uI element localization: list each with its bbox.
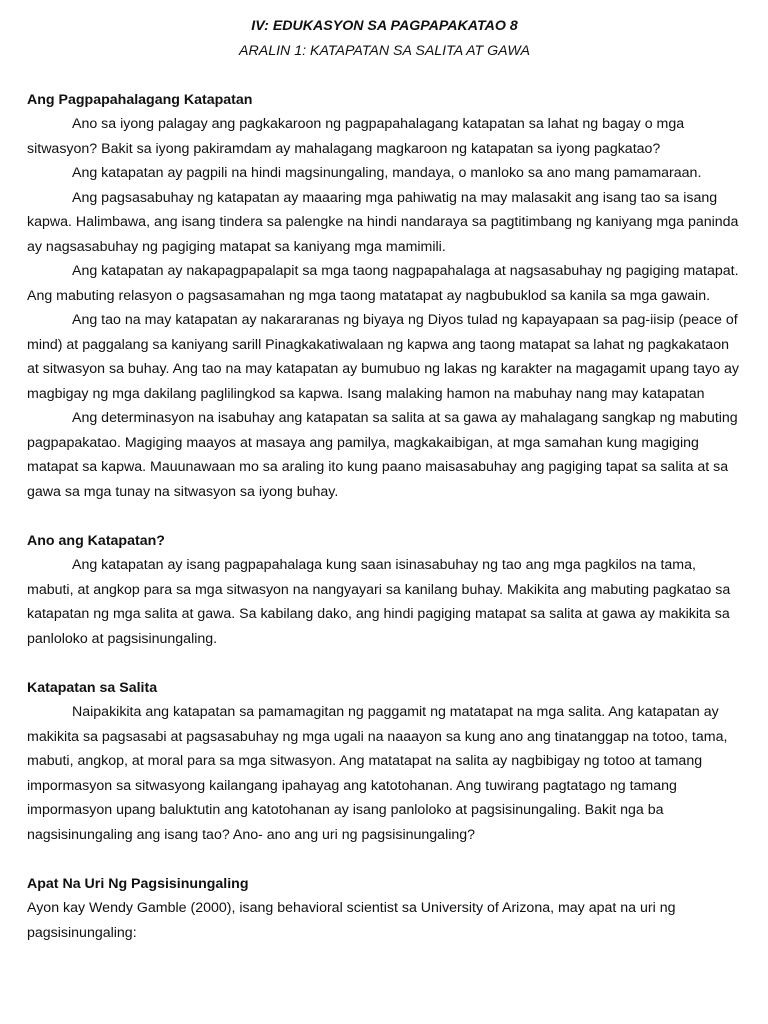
- section-heading: Ano ang Katapatan?: [27, 532, 165, 549]
- section-katapatan-sa-salita: [27, 676, 742, 848]
- paragraph: Ang tao na may katapatan ay nakararanas ng biyaya ng Diyos tulad ng kapayapaan sa pag-iisip (peace of mind) at paggalang sa kaniyang sarill Pinagkakatiwalaan ng kapwa ang taong matapat sa lahat ng pagkakataon at sitwasyon sa buhay. Ang tao na may katapatan ay bumubuo ng lakas ng karakter na magagamit upang tayo ay magbigay ng mga dakilang paglilingkod sa kapwa. Isang malaking hamon na mabuhay nang may katapatan: [27, 312, 739, 402]
- paragraph: Ang determinasyon na isabuhay ang katapatan sa salita at sa gawa ay mahalagang sangkap ng mabuting pagpapakatao. Magiging maayos at masaya ang pamilya, magkakaibigan, at mga samahan kung magiging matapat sa kapwa. Mauunawaan mo sa araling ito kung paano maisasabuhay ang pagiging tapat sa salita at sa gawa sa mga tunay na sitwasyon sa iyong buhay.: [27, 410, 738, 500]
- paragraph: Naipakikita ang katapatan sa pamamagitan ng paggamit ng matatapat na mga salita. Ang katapatan ay makikita sa pagsasabi at pagsasabuhay ng mga ugali na naaayon sa kung ano ang tinatanggap na totoo, tama, mabuti, angkop, at moral para sa mga sitwasyon. Ang matatapat na salita ay nagbibigay ng totoo at tamang impormasyon sa sitwasyong kailangang ipahayag ang katotohanan. Ang tuwirang pagtatago ng tamang impormasyon upang baluktutin ang katotohanan ay isang panloloko at pagsisinungaling. Bakit nga ba nagsisinungaling ang isang tao? Ano- ano ang uri ng pagsisinungaling?: [27, 704, 728, 843]
- section-apat-na-uri: [27, 872, 742, 946]
- paragraph: Ang katapatan ay isang pagpapahalaga kung saan isinasabuhay ng tao ang mga pagkilos na tama, mabuti, at angkop para sa mga sitwasyon na nangyayari sa kanilang buhay. Makikita ang mabuting pagkatao sa katapatan ng mga salita at gawa. Sa kabilang dako, ang hindi pagiging matapat sa salita at gawa ay makikita sa panloloko at pagsisinungaling.: [27, 557, 731, 647]
- paragraph: Ang pagsasabuhay ng katapatan ay maaaring mga pahiwatig na may malasakit ang isang tao sa isang kapwa. Halimbawa, ang isang tindera sa palengke na hindi nandaraya sa pagtitimbang ng kaniyang mga paninda ay nagsasabuhay ng pagiging matapat sa kaniyang mga mamimili.: [27, 189, 739, 255]
- section-heading: Ang Pagpapahalagang Katapatan: [27, 91, 253, 108]
- section-heading: Apat Na Uri Ng Pagsisinungaling: [27, 875, 249, 892]
- paragraph: Ayon kay Wendy Gamble (2000), isang behavioral scientist sa University of Arizona, may apat na uri ng pagsisinungaling:: [27, 900, 676, 941]
- subject-title: IV: EDUKASYON SA PAGPAPAKATAO 8: [251, 18, 518, 34]
- paragraph: Ang katapatan ay pagpili na hindi magsinungaling, mandaya, o manloko sa ano mang pamamaraan.: [72, 165, 702, 181]
- lesson-title: ARALIN 1: KATAPATAN SA SALITA AT GAWA: [239, 42, 530, 59]
- section-pagpapahalagang-katapatan: [27, 88, 742, 505]
- paragraph: Ano sa iyong palagay ang pagkakaroon ng pagpapahalagang katapatan sa lahat ng bagay o mga sitwasyon? Bakit sa iyong pakiramdam ay mahalagang magkaroon ng katapatan sa iyong pagkatao?: [27, 116, 685, 157]
- section-ano-ang-katapatan: [27, 529, 742, 652]
- paragraph: Ang katapatan ay nakapagpapalapit sa mga taong nagpapahalaga at nagsasabuhay ng pagiging matapat. Ang mabuting relasyon o pagsasamahan ng mga taong matatapat ay nagbubuklod sa kanila sa mga gawain.: [27, 263, 739, 304]
- section-heading: Katapatan sa Salita: [27, 679, 158, 696]
